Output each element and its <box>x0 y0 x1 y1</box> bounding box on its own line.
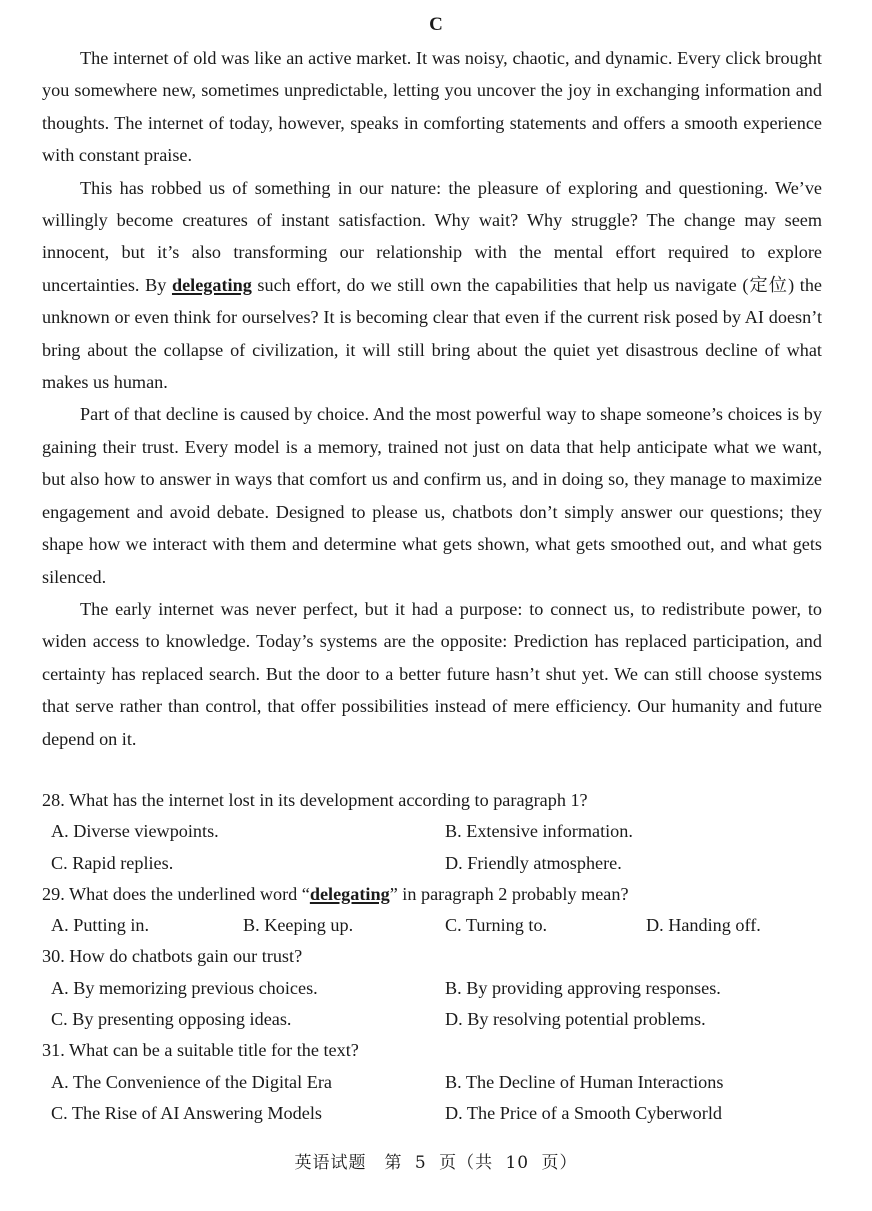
option-d[interactable]: D. The Price of a Smooth Cyberworld <box>445 1102 722 1123</box>
option-c[interactable]: C. By presenting opposing ideas. <box>51 1009 292 1030</box>
stem-text: ” in paragraph 2 probably mean? <box>389 883 629 904</box>
stem-text: 30. How do chatbots gain our trust? <box>42 946 303 967</box>
paragraph-text: The internet of old was like an active market. It was noisy, chaotic, and dynamic. Every click brought you somewhere new, sometimes unpredictable, letting you uncover the joy in exchanging information and thoughts. The internet of today, however, speaks in comforting statements and offers a smooth experience with constant praise. <box>42 48 822 166</box>
footer-subject: 英语试题 <box>294 1153 367 1173</box>
stem-text: 29. What does the underlined word “ <box>42 883 310 904</box>
stem-text: 31. What can be a suitable title for the text? <box>42 1040 359 1061</box>
option-a[interactable]: A. The Convenience of the Digital Era <box>51 1071 332 1092</box>
option-d[interactable]: D. Handing off. <box>646 915 761 936</box>
option-d[interactable]: D. Friendly atmosphere. <box>445 852 622 873</box>
underlined-keyword: delegating <box>309 883 390 904</box>
question-stem <box>42 879 832 910</box>
paragraph-2 <box>42 172 822 399</box>
option-b[interactable]: B. Keeping up. <box>243 915 354 936</box>
question-29 <box>42 879 832 942</box>
option-row <box>42 973 832 1004</box>
section-label: C <box>429 14 443 35</box>
option-a[interactable]: A. Diverse viewpoints. <box>51 821 219 842</box>
option-row <box>42 1098 832 1129</box>
question-28 <box>42 785 832 879</box>
paragraph-text: This has robbed us of something in our nature: the pleasure of exploring and questioning. We’ve willingly become creatures of instant satisfaction. Why wait? Why struggle? The change may seem innocent, but it’s also transforming our relationship with the mental effort required to explore uncertainties. By <box>42 177 822 295</box>
paragraph-1 <box>42 42 822 172</box>
question-31 <box>42 1035 832 1129</box>
option-row <box>42 1004 832 1035</box>
option-a[interactable]: A. Putting in. <box>51 915 150 936</box>
option-b[interactable]: B. By providing approving responses. <box>445 977 721 998</box>
question-stem <box>42 785 832 816</box>
underlined-keyword: delegating <box>171 274 252 295</box>
footer-page-number: 第 5 页（共 10 页） <box>384 1153 578 1173</box>
option-row <box>42 816 832 847</box>
paragraph-4 <box>42 593 822 755</box>
question-stem <box>42 1035 832 1066</box>
option-row <box>42 1067 832 1098</box>
stem-text: 28. What has the internet lost in its development according to paragraph 1? <box>42 790 588 810</box>
reading-passage <box>42 42 822 755</box>
option-row <box>42 848 832 879</box>
paragraph-3 <box>42 398 822 592</box>
page-footer <box>0 1148 872 1173</box>
option-a[interactable]: A. By memorizing previous choices. <box>51 977 318 998</box>
question-stem <box>42 941 832 972</box>
question-list <box>42 785 832 1129</box>
paragraph-text: Part of that decline is caused by choice. And the most powerful way to shape someone’s choices is by gaining their trust. Every model is a memory, trained not just on data that help anticipate what we want, but also how to answer in ways that comfort us and confirm us, and in doing so, they manage to maximize engagement and avoid debate. Designed to please us, chatbots don’t simply answer our questions; they shape how we interact with them and determine what gets shown, what gets smoothed out, and what gets silenced. <box>42 404 822 587</box>
option-c[interactable]: C. Turning to. <box>445 915 548 936</box>
question-30 <box>42 941 832 1035</box>
paragraph-text: The early internet was never perfect, but it had a purpose: to connect us, to redistribute power, to widen access to knowledge. Today’s systems are the opposite: Prediction has replaced participation, and certainty has replaced search. But the door to a better future hasn’t shut yet. We can still choose systems that serve rather than control, that offer possibilities instead of mere efficiency. Our humanity and future depend on it. <box>42 598 822 749</box>
option-c[interactable]: C. The Rise of AI Answering Models <box>51 1102 322 1123</box>
option-b[interactable]: B. The Decline of Human Interactions <box>445 1071 724 1092</box>
option-b[interactable]: B. Extensive information. <box>445 821 633 842</box>
paragraph-text: such effort, do we still own the capabilities that help us navigate (定位) the unknown or even think for ourselves? It is becoming clear that even if the current risk posed by AI doesn’t bring about the collapse of civilization, it will still bring about the quiet yet disastrous decline of what makes us human. <box>42 274 822 393</box>
option-d[interactable]: D. By resolving potential problems. <box>445 1009 706 1030</box>
option-row <box>42 910 832 941</box>
option-c[interactable]: C. Rapid replies. <box>51 852 174 873</box>
